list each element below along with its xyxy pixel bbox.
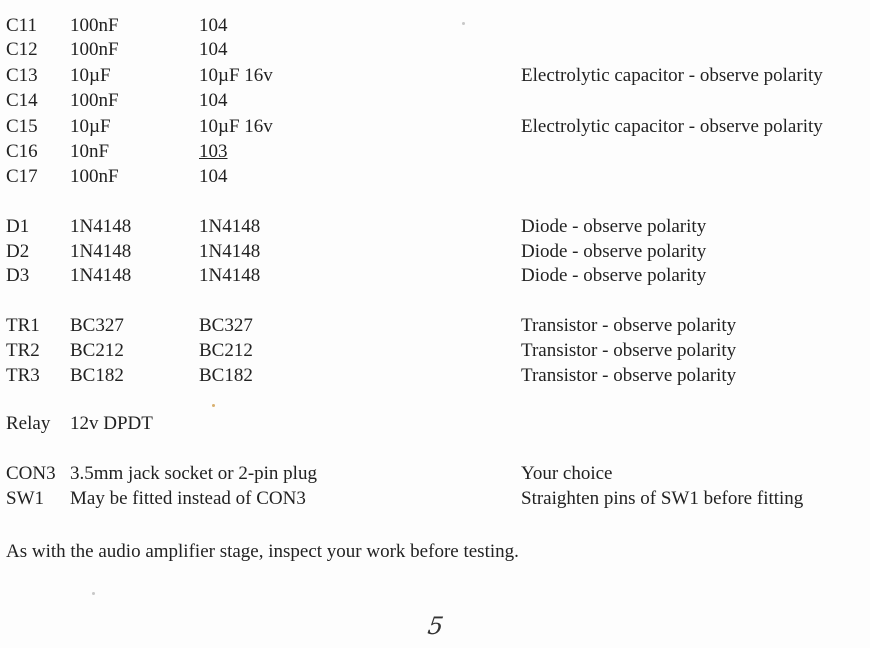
part-note: Diode - observe polarity <box>521 241 707 262</box>
scan-speck <box>92 592 95 595</box>
part-note: Straighten pins of SW1 before fitting <box>521 488 804 509</box>
part-ref: C15 <box>6 116 38 137</box>
part-value: 1N4148 <box>70 241 132 262</box>
part-marking: 104 <box>199 15 228 36</box>
part-marking: 104 <box>199 90 228 111</box>
part-ref: C11 <box>6 15 37 36</box>
part-value: 12v DPDT <box>70 413 153 434</box>
part-note: Diode - observe polarity <box>521 265 707 286</box>
part-ref: C13 <box>6 65 38 86</box>
part-value: BC182 <box>70 365 124 386</box>
part-marking: 103 <box>199 141 228 162</box>
part-value: 10nF <box>70 141 110 162</box>
closing-note: As with the audio amplifier stage, inspect your work before testing. <box>6 541 519 562</box>
part-marking: 1N4148 <box>199 216 261 237</box>
scan-speck <box>462 22 465 25</box>
part-marking: 104 <box>199 39 228 60</box>
part-value: 1N4148 <box>70 216 132 237</box>
part-marking: 10µF 16v <box>199 116 273 137</box>
part-value: 3.5mm jack socket or 2-pin plug <box>70 463 317 484</box>
part-note: Transistor - observe polarity <box>521 315 737 336</box>
part-ref: TR3 <box>6 365 40 386</box>
part-value: 10µF <box>70 116 111 137</box>
part-ref: C16 <box>6 141 38 162</box>
page-number: 5 <box>426 612 446 640</box>
part-value: BC327 <box>70 315 124 336</box>
part-marking: 1N4148 <box>199 265 261 286</box>
part-ref: D2 <box>6 241 30 262</box>
part-ref: CON3 <box>6 463 56 484</box>
part-value: 100nF <box>70 15 119 36</box>
part-value: May be fitted instead of CON3 <box>70 488 306 509</box>
part-marking: BC327 <box>199 315 253 336</box>
part-ref: SW1 <box>6 488 44 509</box>
part-marking: 10µF 16v <box>199 65 273 86</box>
scan-speck <box>212 404 215 407</box>
part-ref: C12 <box>6 39 38 60</box>
part-note: Transistor - observe polarity <box>521 340 737 361</box>
part-ref: C14 <box>6 90 38 111</box>
part-note: Your choice <box>521 463 613 484</box>
part-ref: D1 <box>6 216 30 237</box>
part-ref: TR2 <box>6 340 40 361</box>
part-note: Transistor - observe polarity <box>521 365 737 386</box>
part-note: Electrolytic capacitor - observe polarity <box>521 65 823 86</box>
part-marking: 1N4148 <box>199 241 261 262</box>
part-ref: Relay <box>6 413 51 434</box>
part-marking: BC182 <box>199 365 253 386</box>
part-value: 10µF <box>70 65 111 86</box>
part-ref: D3 <box>6 265 30 286</box>
part-note: Electrolytic capacitor - observe polarity <box>521 116 823 137</box>
part-ref: TR1 <box>6 315 40 336</box>
part-marking: 104 <box>199 166 228 187</box>
part-note: Diode - observe polarity <box>521 216 707 237</box>
part-value: 100nF <box>70 166 119 187</box>
part-value: 100nF <box>70 90 119 111</box>
part-value: 100nF <box>70 39 119 60</box>
part-marking: BC212 <box>199 340 253 361</box>
part-value: 1N4148 <box>70 265 132 286</box>
part-value: BC212 <box>70 340 124 361</box>
part-ref: C17 <box>6 166 38 187</box>
